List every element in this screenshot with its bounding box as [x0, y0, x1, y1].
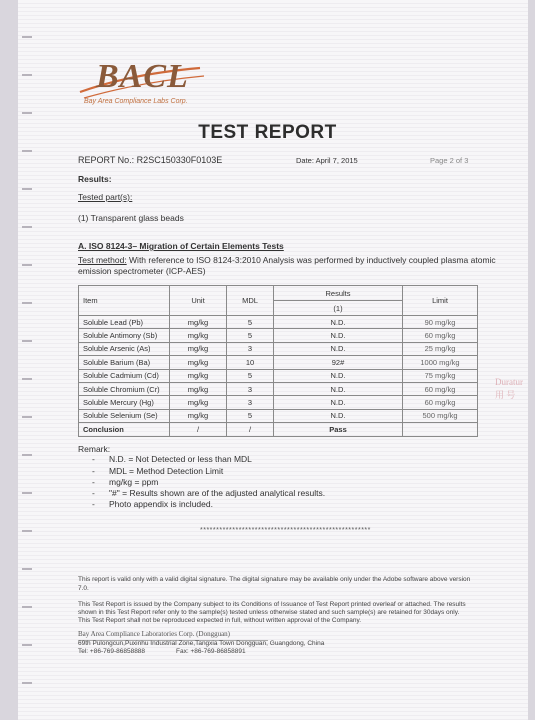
punch-mark	[22, 302, 32, 304]
punch-mark	[22, 644, 32, 646]
cell-item: Soluble Antimony (Sb)	[79, 329, 170, 342]
header-results: Results	[274, 286, 403, 301]
notice-issuance-3: This Test Report shall not be reproduced expected in full, without written approval of the Company.	[78, 617, 362, 624]
cell-result: N.D.	[274, 329, 403, 342]
remark-item: - Photo appendix is included.	[92, 499, 213, 509]
table-row	[79, 409, 478, 422]
results-label: Results:	[78, 174, 112, 184]
cell-mdl: 5	[227, 329, 274, 342]
remark-text: MDL = Method Detection Limit	[109, 466, 224, 476]
punch-mark	[22, 492, 32, 494]
cell-unit: mg/kg	[170, 329, 227, 342]
notice-signature: This report is valid only with a valid digital signature. The digital signature may be available only under the Adobe software above version	[78, 576, 471, 583]
punch-mark	[22, 454, 32, 456]
header-limit: Limit	[403, 286, 478, 316]
tested-parts-label: Tested part(s):	[78, 192, 133, 202]
punch-mark	[22, 416, 32, 418]
notice-signature-2: 7.0.	[78, 585, 89, 592]
company-fax: Fax: +86-769-86858891	[176, 648, 246, 655]
notice-issuance-2: shown in this Test Report refer only to the sample(s) tested unless otherwise stated and such sample(s) are retained for 30days only.	[78, 609, 460, 616]
conclusion-row	[79, 423, 478, 436]
cell-unit: mg/kg	[170, 369, 227, 382]
cell-item: Soluble Cadmium (Cd)	[79, 369, 170, 382]
punch-mark	[22, 264, 32, 266]
cell-item: Conclusion	[79, 423, 170, 436]
punch-mark	[22, 112, 32, 114]
cell-mdl: /	[227, 423, 274, 436]
test-method-label: Test method:	[78, 255, 127, 265]
header-results-sub: (1)	[274, 301, 403, 316]
table-row	[79, 316, 478, 329]
cell-result: N.D.	[274, 369, 403, 382]
test-method-text-2: emission spectrometer (ICP-AES)	[78, 266, 206, 276]
report-date: Date: April 7, 2015	[296, 156, 358, 165]
remark-text: Photo appendix is included.	[109, 499, 213, 509]
cell-limit: 90 mg/kg	[403, 316, 478, 329]
separator: *****************************************************	[200, 527, 371, 534]
punch-mark	[22, 682, 32, 684]
punch-mark	[22, 340, 32, 342]
cell-unit: /	[170, 423, 227, 436]
remark-text: N.D. = Not Detected or less than MDL	[109, 454, 252, 464]
cell-mdl: 5	[227, 369, 274, 382]
cell-item: Soluble Selenium (Se)	[79, 409, 170, 422]
table-row	[79, 369, 478, 382]
table-row	[79, 382, 478, 395]
table-row	[79, 356, 478, 369]
remark-item: - N.D. = Not Detected or less than MDL	[92, 454, 252, 464]
results-table	[78, 285, 478, 437]
remark-item: - "#" = Results shown are of the adjusted analytical results.	[92, 488, 326, 498]
header-unit: Unit	[170, 286, 227, 316]
punch-mark	[22, 378, 32, 380]
cell-limit: 25 mg/kg	[403, 342, 478, 355]
cell-unit: mg/kg	[170, 396, 227, 409]
cell-limit: 1000 mg/kg	[403, 356, 478, 369]
cell-mdl: 10	[227, 356, 274, 369]
company-tel: Tel: +86-769-86858888	[78, 648, 146, 655]
notice-issuance: This Test Report is issued by the Company subject to its Conditions of Issuance of Test Report printed overleaf or attached. The results	[78, 601, 466, 608]
cell-result: 92#	[274, 356, 403, 369]
cell-unit: mg/kg	[170, 382, 227, 395]
cell-result: N.D.	[274, 409, 403, 422]
cell-limit: 60 mg/kg	[403, 382, 478, 395]
logo-subtitle: Bay Area Compliance Labs Corp.	[84, 98, 188, 105]
punch-mark	[22, 74, 32, 76]
cell-result: N.D.	[274, 342, 403, 355]
punch-mark	[22, 150, 32, 152]
cell-mdl: 3	[227, 382, 274, 395]
cell-limit: 60 mg/kg	[403, 329, 478, 342]
table-row	[79, 396, 478, 409]
remark-text: "#" = Results shown are of the adjusted analytical results.	[109, 488, 326, 498]
cell-mdl: 3	[227, 342, 274, 355]
cell-item: Soluble Lead (Pb)	[79, 316, 170, 329]
cell-result: N.D.	[274, 316, 403, 329]
cell-item: Soluble Arsenic (As)	[79, 342, 170, 355]
punch-mark	[22, 530, 32, 532]
cell-limit: 60 mg/kg	[403, 396, 478, 409]
cell-unit: mg/kg	[170, 356, 227, 369]
red-stamp: Duratur 用 号	[495, 377, 523, 400]
page-number: Page 2 of 3	[430, 156, 469, 165]
test-method-text: With reference to ISO 8124-3:2010 Analysis was performed by inductively coupled plasma atomic	[126, 255, 496, 265]
cell-unit: mg/kg	[170, 316, 227, 329]
cell-item: Soluble Chromium (Cr)	[79, 382, 170, 395]
tested-part-item: (1) Transparent glass beads	[78, 213, 184, 223]
header-mdl: MDL	[227, 286, 274, 316]
company-name: Bay Area Compliance Laboratories Corp. (Dongguan)	[78, 630, 231, 638]
remark-label: Remark:	[78, 444, 111, 454]
punch-mark	[22, 606, 32, 608]
cell-limit	[403, 423, 478, 436]
remark-text: mg/kg = ppm	[109, 477, 159, 487]
cell-limit: 500 mg/kg	[403, 409, 478, 422]
cell-mdl: 5	[227, 409, 274, 422]
bacl-logo: BACL	[96, 58, 189, 95]
punch-mark	[22, 226, 32, 228]
header-item: Item	[79, 286, 170, 316]
table-header-row	[79, 286, 478, 301]
table-row	[79, 329, 478, 342]
cell-result: N.D.	[274, 396, 403, 409]
company-address: 69th Pulongcun,Puxinhu Industrial Zone,Tangxia Town Dongguan, Guangdong, China	[78, 640, 325, 647]
remark-item: - mg/kg = ppm	[92, 477, 159, 487]
remark-item: - MDL = Method Detection Limit	[92, 466, 224, 476]
cell-result: Pass	[274, 423, 403, 436]
cell-mdl: 5	[227, 316, 274, 329]
cell-item: Soluble Barium (Ba)	[79, 356, 170, 369]
cell-unit: mg/kg	[170, 409, 227, 422]
test-method	[78, 255, 496, 265]
table-row	[79, 342, 478, 355]
cell-unit: mg/kg	[170, 342, 227, 355]
punch-mark	[22, 188, 32, 190]
punch-mark	[22, 568, 32, 570]
cell-item: Soluble Mercury (Hg)	[79, 396, 170, 409]
page-title: TEST REPORT	[198, 122, 337, 143]
report-number: REPORT No.: R2SC150330F0103E	[78, 155, 223, 165]
cell-limit: 75 mg/kg	[403, 369, 478, 382]
punch-mark	[22, 36, 32, 38]
cell-mdl: 3	[227, 396, 274, 409]
section-title: A. ISO 8124-3– Migration of Certain Elements Tests	[78, 241, 284, 251]
cell-result: N.D.	[274, 382, 403, 395]
